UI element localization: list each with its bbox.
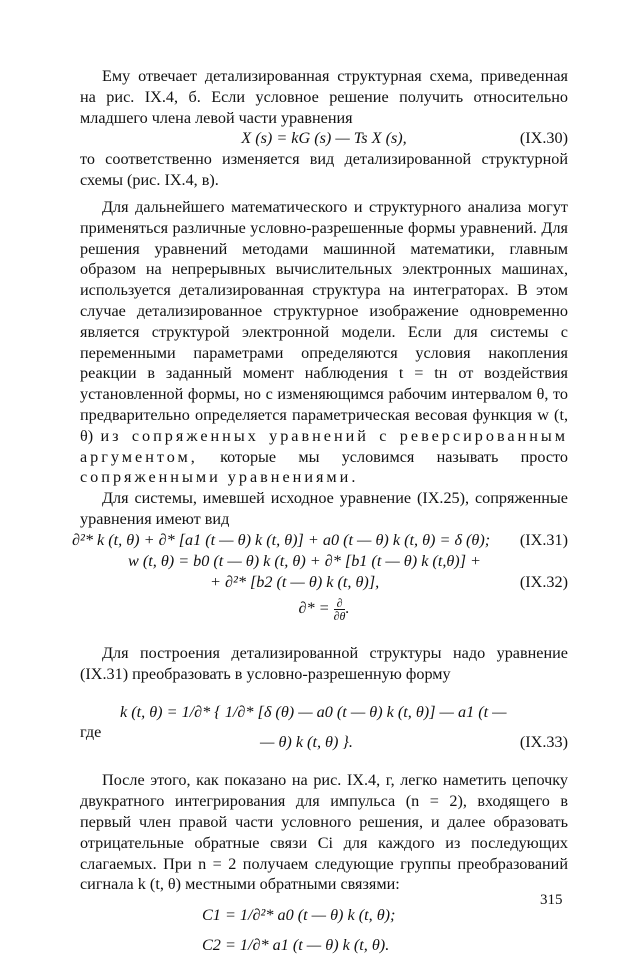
equation-ix32-line1 — [80, 551, 568, 572]
page-number: 315 — [540, 892, 563, 908]
equation-number: (IX.30) — [519, 129, 568, 148]
equation-text: ∂²* k (t, θ) + ∂* [a1 (t — θ) k (t, θ)] + a0 (t — θ) k (t, θ) = δ (θ); — [72, 530, 491, 549]
equation-ix33-line2 — [80, 723, 568, 756]
paragraph: Для системы, имевшей исходное уравнение (IX.25), сопряженные уравнения имеют вид — [80, 489, 568, 528]
equation-text: w (t, θ) = b0 (t — θ) k (t, θ) + ∂* [b1 (t — θ) k (t,θ)] + — [128, 551, 481, 570]
paragraph — [80, 197, 568, 488]
equation-text: X (s) = kG (s) — Ts X (s), — [241, 129, 407, 148]
fraction-numerator: ∂ — [334, 597, 346, 610]
equation-ix33-line1 — [80, 698, 568, 728]
fraction-denominator: ∂θ — [333, 608, 346, 623]
equation-c2 — [80, 931, 568, 961]
paragraph: После этого, как показано на рис. IX.4, г, легко наметить цепочку двукратного интегрирования для импульса (n = 2), входящего в первый член правой части условного решения, и далее образовать отрицательные обратные связи Ci для каждого из последующих слагаемых. При n = 2 получаем следующие группы преобразований сигнала k (t, θ) местными обратными связями: — [80, 771, 568, 894]
paragraph: то соответственно изменяется вид детализированной структурной схемы (рис. IX.4, в). — [80, 150, 568, 190]
where-label: где — [80, 723, 102, 742]
equation-number: (IX.31) — [519, 530, 568, 549]
paragraph-text: Для дальнейшего математического и структурного анализа могут применяться различные условно-разрешенные формы уравнений. Для решения уравнений методами машинной математики, главным образом на непрерывных вычислительных электронных машинах, используется детализированная структура на интеграторах. В этом случае детализированное структурное изображение одновременно является структурой электронной модели. Если для системы с переменными параметрами определяются условия накопления реакции в заданный момент наблюдения t = tн от воздействия установленной формы, но с изменяющимся рабочим интервалом θ, то предварительно определяется параметрическая весовая функция w (t, θ) — [80, 197, 568, 445]
equation-text: k (t, θ) = 1/∂* { 1/∂* [δ (θ) — a0 (t — θ) k (t, θ)] — a1 (t — — [120, 703, 507, 722]
equation-ix31 — [72, 530, 568, 551]
equation-text: . — [345, 598, 350, 617]
equation-def — [80, 593, 568, 629]
equation-text: — θ) k (t, θ) }. — [260, 733, 353, 752]
equation-text: + ∂²* [b2 (t — θ) k (t, θ)], — [210, 572, 380, 591]
equation-number: (IX.32) — [519, 572, 568, 591]
equation-ix32-line2 — [80, 572, 568, 593]
equation-number: (IX.33) — [519, 733, 568, 752]
spaced-text: сопряженными уравнениями. — [80, 468, 359, 487]
spaced-text: из сопряженных уравнений с реверсированным аргументом, — [80, 426, 568, 466]
equation-text: C2 = 1/∂* a1 (t — θ) k (t, θ). — [202, 936, 390, 955]
equation-c1 — [80, 901, 568, 931]
equation-ix30 — [80, 128, 568, 149]
paragraph: Ему отвечает детализированная структурная схема, приведенная на рис. IX.4, б. Если условное решение получить относительно младшего члена левой части уравнения — [80, 67, 568, 127]
paragraph-text: которые мы условимся называть просто — [197, 447, 568, 466]
equation-text: C1 = 1/∂²* a0 (t — θ) k (t, θ); — [202, 906, 396, 925]
paragraph: Для построения детализированной структуры надо уравнение (IX.31) преобразовать в условно-разрешенную форму — [80, 643, 568, 683]
equation-text: ∂* = — [298, 598, 330, 617]
fraction — [334, 597, 346, 622]
page-body — [72, 66, 568, 961]
